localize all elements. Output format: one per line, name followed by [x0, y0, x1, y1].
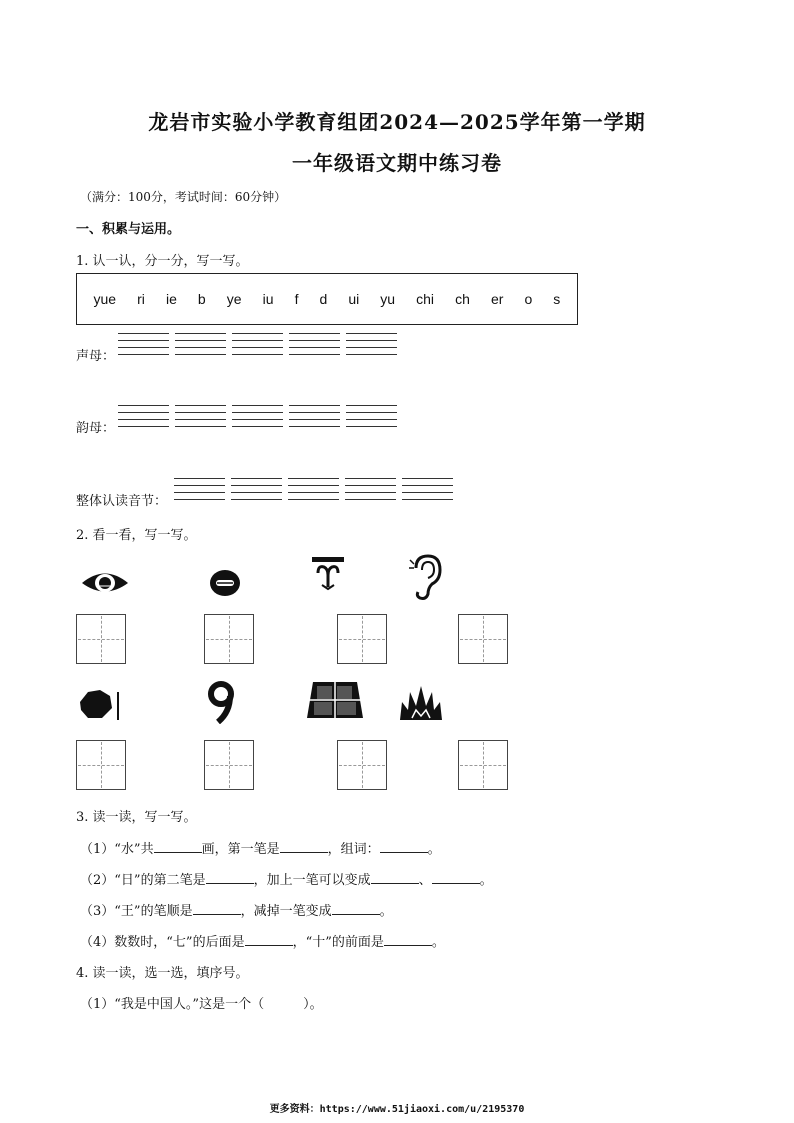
- q3-item-3-text-c: 。: [379, 904, 393, 919]
- q3-item-2-text-a: （2）“日”的第二笔是: [80, 873, 206, 888]
- initials-writing-lines[interactable]: [118, 333, 397, 355]
- writing-grid[interactable]: [204, 740, 254, 790]
- q3-item-2-text-d: 。: [479, 873, 493, 888]
- q3-item-3-text-b: ，减掉一笔变成: [240, 904, 332, 919]
- page-title-line1: 龙岩市实验小学教育组团2024—2025学年第一学期: [148, 110, 646, 134]
- q3-item-2: [80, 869, 493, 888]
- writing-grid[interactable]: [458, 614, 508, 664]
- finals-label: 韵母：: [76, 421, 116, 436]
- answer-blank[interactable]: [384, 933, 432, 946]
- question-2-prompt: 2. 看一看，写一写。: [76, 528, 197, 543]
- syllable-item: b: [197, 291, 206, 307]
- question-1-prompt: 1. 认一认，分一分，写一写。: [76, 254, 249, 269]
- finals-writing-lines[interactable]: [118, 405, 397, 427]
- syllable-item: iu: [262, 291, 274, 307]
- mouth-picture-icon: [208, 568, 242, 598]
- four-line-grid[interactable]: [232, 333, 283, 355]
- answer-blank[interactable]: [432, 871, 480, 884]
- syllable-item: o: [524, 291, 533, 307]
- four-line-grid[interactable]: [175, 333, 226, 355]
- fire-picture-icon: [398, 684, 444, 722]
- syllable-item: f: [294, 291, 299, 307]
- eye-picture-icon: [80, 566, 130, 600]
- q3-item-4: [80, 931, 445, 950]
- four-line-grid[interactable]: [232, 405, 283, 427]
- answer-blank[interactable]: [154, 840, 202, 853]
- four-line-grid[interactable]: [118, 405, 169, 427]
- answer-blank[interactable]: [332, 902, 380, 915]
- page-title-line2: 一年级语文期中练习卷: [292, 151, 502, 175]
- q3-item-1-text-a: （1）“水”共: [80, 842, 154, 857]
- q3-item-3-text-a: （3）“王”的笔顺是: [80, 904, 193, 919]
- ear-picture-icon: [408, 554, 442, 600]
- exam-info: （满分：100分，考试时间：60分钟）: [80, 190, 287, 204]
- writing-grid[interactable]: [76, 740, 126, 790]
- q3-item-4-text-b: ，“十”的前面是: [292, 935, 384, 950]
- lips-picture-icon: [78, 688, 122, 722]
- syllable-item: ch: [455, 291, 470, 307]
- four-line-grid[interactable]: [345, 478, 396, 500]
- section-heading: 一、积累与运用。: [76, 222, 181, 237]
- four-line-grid[interactable]: [231, 478, 282, 500]
- four-line-grid[interactable]: [118, 333, 169, 355]
- writing-grid[interactable]: [204, 614, 254, 664]
- q3-item-1-text-d: 。: [427, 842, 441, 857]
- syllable-box: [76, 273, 578, 325]
- q3-item-2-text-c: 、: [418, 873, 432, 888]
- answer-blank[interactable]: [193, 902, 241, 915]
- four-line-grid[interactable]: [175, 405, 226, 427]
- four-line-grid[interactable]: [174, 478, 225, 500]
- writing-grid[interactable]: [458, 740, 508, 790]
- question-4-prompt: 4. 读一读，选一选，填序号。: [76, 966, 249, 981]
- q3-item-1-text-b: 画，第一笔是: [201, 842, 280, 857]
- answer-blank[interactable]: [206, 871, 254, 884]
- whole-syllables-label: 整体认读音节：: [76, 494, 168, 509]
- syllable-item: ie: [165, 291, 177, 307]
- sheep-picture-icon: [310, 555, 346, 591]
- syllable-item: s: [553, 291, 561, 307]
- answer-blank[interactable]: [380, 840, 428, 853]
- answer-blank[interactable]: [280, 840, 328, 853]
- q3-item-4-text-a: （4）数数时，“七”的后面是: [80, 935, 245, 950]
- syllable-item: ui: [348, 291, 360, 307]
- writing-grid[interactable]: [337, 614, 387, 664]
- footer-link-text: 更多资料：https://www.51jiaoxi.com/u/2195370: [269, 1104, 525, 1115]
- answer-blank[interactable]: [371, 871, 419, 884]
- four-line-grid[interactable]: [346, 333, 397, 355]
- q3-item-4-text-c: 。: [431, 935, 445, 950]
- syllable-item: yue: [93, 291, 117, 307]
- syllable-item: d: [319, 291, 328, 307]
- four-line-grid[interactable]: [402, 478, 453, 500]
- answer-blank[interactable]: [245, 933, 293, 946]
- number-nine-picture-icon: [206, 680, 236, 724]
- syllable-item: yu: [380, 291, 396, 307]
- four-line-grid[interactable]: [288, 478, 339, 500]
- q3-item-1-text-c: ，组词：: [327, 842, 380, 857]
- q3-item-3: [80, 900, 393, 919]
- q3-item-1: [80, 838, 441, 857]
- q3-item-2-text-b: ，加上一笔可以变成: [253, 873, 371, 888]
- four-line-grid[interactable]: [289, 333, 340, 355]
- writing-grid[interactable]: [337, 740, 387, 790]
- q4-item-1: （1）“我是中国人。”这是一个（ ）。: [80, 997, 323, 1012]
- syllable-item: chi: [416, 291, 435, 307]
- syllable-item: er: [490, 291, 504, 307]
- syllable-item: ye: [226, 291, 242, 307]
- four-line-grid[interactable]: [289, 405, 340, 427]
- initials-label: 声母：: [76, 349, 116, 364]
- syllable-item: ri: [137, 291, 145, 307]
- field-picture-icon: [305, 680, 365, 720]
- writing-grid[interactable]: [76, 614, 126, 664]
- whole-syllables-writing-lines[interactable]: [174, 478, 453, 500]
- question-3-prompt: 3. 读一读，写一写。: [76, 810, 197, 825]
- four-line-grid[interactable]: [346, 405, 397, 427]
